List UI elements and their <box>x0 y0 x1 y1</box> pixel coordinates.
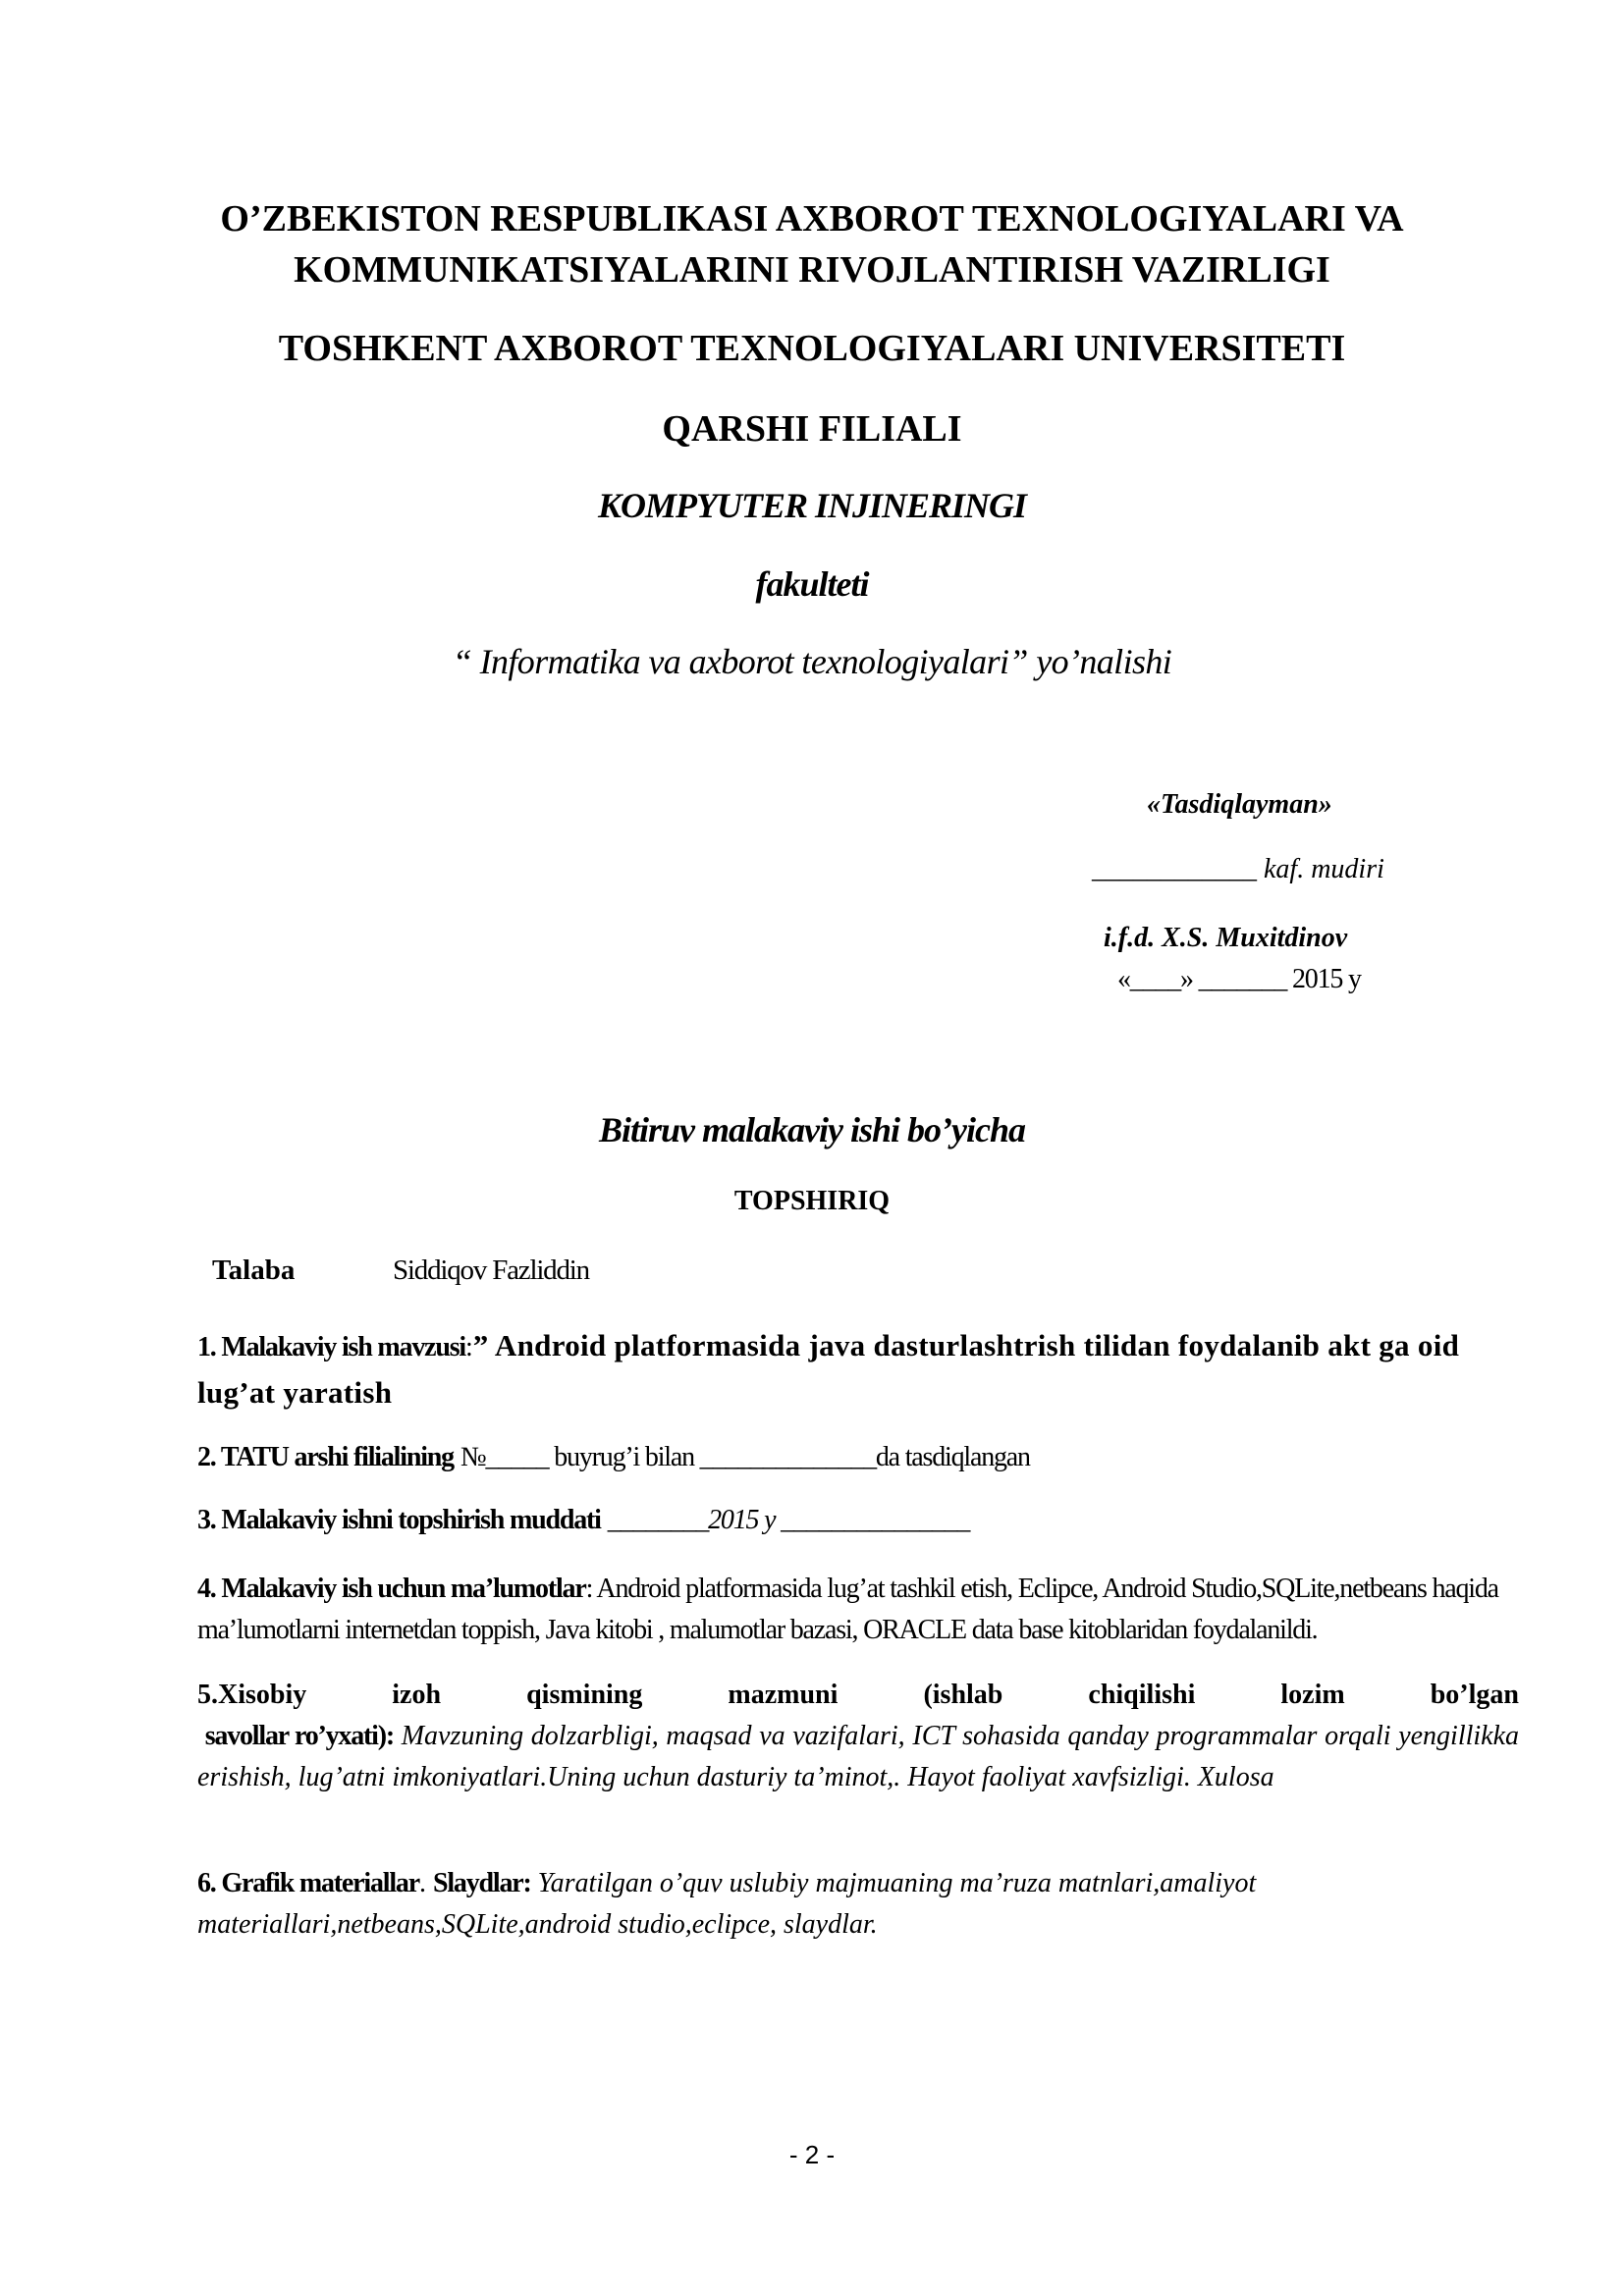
item-5-word: mazmuni <box>728 1680 839 1710</box>
approval-date: «____» _______ 2015 y <box>1117 964 1361 994</box>
ministry-line-1: O’ZBEKISTON RESPUBLIKASI AXBOROT TEXNOLOGIYALARI VA <box>220 198 1404 240</box>
task-title: TOPSHIRIQ <box>733 1186 891 1216</box>
item-5-word: izoh <box>392 1680 442 1710</box>
item-5 <box>197 1675 1519 1798</box>
item-5-heading <box>197 1675 1519 1716</box>
item-3-label: 3. Malakaviy ishni topshirish muddati <box>197 1505 601 1535</box>
item-6-label-2: Slaydlar: <box>432 1868 531 1898</box>
approval-head-role: kaf. mudiri <box>1264 854 1384 884</box>
approval-name: i.f.d. X.S. Muxitdinov <box>1104 923 1348 953</box>
student-label: Talaba <box>212 1255 296 1286</box>
item-5-body <box>197 1716 1519 1798</box>
direction-name: “ Informatika va axborot texnologiyalari” yo’nalishi <box>452 642 1172 681</box>
ministry-line-2: KOMMUNIKATSIYALARINI RIVOJLANTIRISH VAZIRLIGI <box>294 249 1330 291</box>
page-number: - 2 - <box>788 2140 836 2169</box>
item-4-text: : Android platformasida lug’at tashkil etish, Eclipce, Android Studio,SQLite,netbeans haqida ma’lumotlarni internetdan toppish, Java kitobi , malumotlar bazasi, ORACLE data base kitoblaridan foydalanildi. <box>197 1574 1498 1645</box>
item-5-word: 5.Xisobiy <box>197 1680 307 1710</box>
item-5-word: chiqilishi <box>1088 1680 1196 1710</box>
approval-head-line <box>1092 854 1384 885</box>
item-2-label: 2. TATU arshi filialining <box>197 1442 454 1472</box>
item-3-text: ________2015 y _______________ <box>607 1505 970 1535</box>
item-4-label: 4. Malakaviy ish uchun ma’lumotlar <box>197 1574 586 1604</box>
item-6 <box>197 1863 1519 1946</box>
item-5-word: (ishlab <box>923 1680 1003 1710</box>
item-6-dot: . <box>418 1868 426 1898</box>
student-name: Siddiqov Fazliddin <box>393 1255 589 1286</box>
item-6-label: 6. Grafik materiallar <box>197 1868 419 1898</box>
item-2-text: №_____ buyrug’i bilan ______________da tasdiqlangan <box>460 1442 1030 1472</box>
branch-name: QARSHI FILIALI <box>662 408 962 450</box>
item-5-word: bo’lgan <box>1430 1680 1519 1710</box>
item-1-colon: : <box>465 1332 473 1362</box>
item-4 <box>197 1569 1519 1651</box>
item-5-label: savollar ro’yxati): <box>204 1721 394 1751</box>
item-5-text: Mavzuning dolzarbligi, maqsad va vazifalari, ICT sohasida qanday programmalar orqali yengillikka erishish, lug’atni imkoniyatlari.Uning uchun dasturiy ta’minot,. Hayot faoliyat xavfsizligi. Xulosa <box>197 1721 1520 1792</box>
item-1-topic: ” Android platformasida java dasturlashtrish tilidan foydalanib akt ga oid lug’at yaratish <box>197 1328 1460 1410</box>
item-2 <box>197 1437 1519 1478</box>
faculty-name: KOMPYUTER INJINERINGI <box>597 486 1027 525</box>
university-name: TOSHKENT AXBOROT TEXNOLOGIYALARI UNIVERSITETI <box>278 328 1346 369</box>
item-6-text: Yaratilgan o’quv uslubiy majmuaning ma’ruza matnlari,amaliyot materiallari,netbeans,SQLite,android studio,eclipce, slaydlar. <box>197 1868 1257 1940</box>
approval-title: «Tasdiqlayman» <box>1147 789 1332 820</box>
task-subtitle: Bitiruv malakaviy ishi bo’yicha <box>599 1110 1025 1149</box>
item-3 <box>197 1500 1519 1541</box>
item-5-word: qismining <box>526 1680 643 1710</box>
item-5-word: lozim <box>1280 1680 1345 1710</box>
item-1-label: 1. Malakaviy ish mavzusi <box>197 1332 466 1362</box>
approval-head-blank: ____________ <box>1092 854 1257 884</box>
item-1 <box>197 1323 1519 1417</box>
faculty-word: fakulteti <box>755 564 869 604</box>
